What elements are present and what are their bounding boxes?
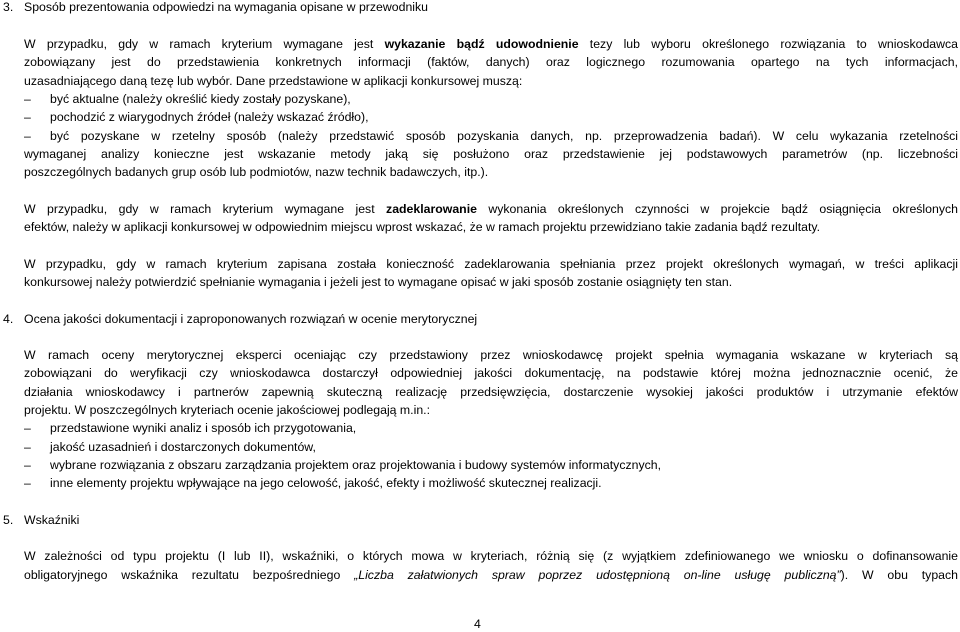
emphasis-text: wykazanie bądź udowodnienie — [384, 37, 579, 51]
page-number: 4 — [474, 617, 481, 631]
list-item-continuation: poszczególnych badanych grup osób lub podmiotów, nazw technik badawczych, itp.). — [24, 165, 489, 179]
dash-bullet: – — [24, 458, 31, 472]
list-item-continuation: wymaganej analizy konieczne jest wskazanie metody jaką się posłużono oraz przedstawienie jej podstawowych parametrów (np. liczebności — [24, 147, 958, 161]
paragraph-line: W przypadku, gdy w ramach kryterium wymagane jest wykazanie bądź udowodnienie tezy lub wyboru określonego rozwiązania to wnioskodawca — [24, 37, 958, 51]
section-number: 4. — [3, 312, 14, 326]
section-title: Sposób prezentowania odpowiedzi na wymagania opisane w przewodniku — [24, 0, 429, 14]
paragraph-line: zobowiązany jest do przedstawienia konkretnych informacji (faktów, danych) oraz logicznego rozumowania opartego na tych informacjach, — [24, 55, 958, 69]
section-number: 3. — [3, 0, 14, 14]
paragraph-line: W przypadku, gdy w ramach kryterium wymagane jest zadeklarowanie wykonania określonych czynności w projekcie bądź osiągnięcia określonych — [24, 202, 958, 216]
dash-bullet: – — [24, 440, 31, 454]
list-item: inne elementy projektu wpływające na jego celowość, jakość, efekty i możliwość skutecznej realizacji. — [50, 476, 602, 490]
paragraph-line: W przypadku, gdy w ramach kryterium zapisana została konieczność zadeklarowania spełniania przez projekt określonych wymagań, w treści aplikacji — [24, 257, 958, 271]
paragraph-line: W zależności od typu projektu (I lub II), wskaźniki, o których mowa w kryteriach, różnią się (z wyjątkiem zdefiniowanego we wniosku o dofinansowanie — [24, 549, 958, 563]
paragraph-line: obligatoryjnego wskaźnika rezultatu bezpośredniego „Liczba załatwionych spraw poprzez udostępnioną on-line usługę publiczną”). W obu typach — [24, 568, 958, 582]
quoted-indicator-name: „Liczba załatwionych spraw poprzez udostępnioną on-line usługę publiczną” — [354, 568, 841, 582]
paragraph-line: efektów, należy w aplikacji konkursowej w odpowiednim miejscu wprost wskazać, że w ramach projektu przewidziano takie zadania bądź rezultaty. — [24, 220, 821, 234]
paragraph-line: uzasadniającego daną tezę lub wybór. Dane przedstawione w aplikacji konkursowej muszą: — [24, 74, 523, 88]
list-item: być pozyskane w rzetelny sposób (należy przedstawić sposób pozyskania danych, np. przeprowadzenia badań). W celu wykazania rzetelności — [50, 129, 958, 143]
paragraph-line: konkursowej należy potwierdzić spełnianie wymagania i jeżeli jest to wymagane opisać w jaki sposób zostanie osiągnięty ten stan. — [24, 275, 733, 289]
section-title: Ocena jakości dokumentacji i zaproponowanych rozwiązań w ocenie merytorycznej — [24, 312, 478, 326]
list-item: pochodzić z wiarygodnych źródeł (należy wskazać źródło), — [50, 110, 369, 124]
emphasis-text: zadeklarowanie — [386, 202, 477, 216]
dash-bullet: – — [24, 110, 31, 124]
section-title: Wskaźniki — [24, 513, 80, 527]
dash-bullet: – — [24, 476, 31, 490]
paragraph-line: W ramach oceny merytorycznej eksperci oceniając czy przedstawiony przez wnioskodawcę projekt spełnia wymagania wskazane w kryteriach są — [24, 348, 958, 362]
dash-bullet: – — [24, 92, 31, 106]
dash-bullet: – — [24, 129, 31, 143]
list-item: wybrane rozwiązania z obszaru zarządzania projektem oraz projektowania i budowy systemów informatycznych, — [50, 458, 662, 472]
dash-bullet: – — [24, 421, 31, 435]
list-item: jakość uzasadnień i dostarczonych dokumentów, — [50, 440, 316, 454]
paragraph-line: działania wnioskodawcy i partnerów zapewnią skuteczną realizację przedsięwzięcia, dostarczenie wysokiej jakości produktów i utrzymanie efektów — [24, 385, 958, 399]
section-number: 5. — [3, 513, 14, 527]
list-item: być aktualne (należy określić kiedy zostały pozyskane), — [50, 92, 351, 106]
list-item: przedstawione wyniki analiz i sposób ich przygotowania, — [50, 421, 357, 435]
paragraph-line: zobowiązani do weryfikacji czy wnioskodawca dostarczył odpowiedniej jakości dokumentację, na podstawie której można jednoznacznie ocenić, że — [24, 366, 958, 380]
paragraph-line: projektu. W poszczególnych kryteriach ocenie jakościowej podlegają m.in.: — [24, 403, 430, 417]
